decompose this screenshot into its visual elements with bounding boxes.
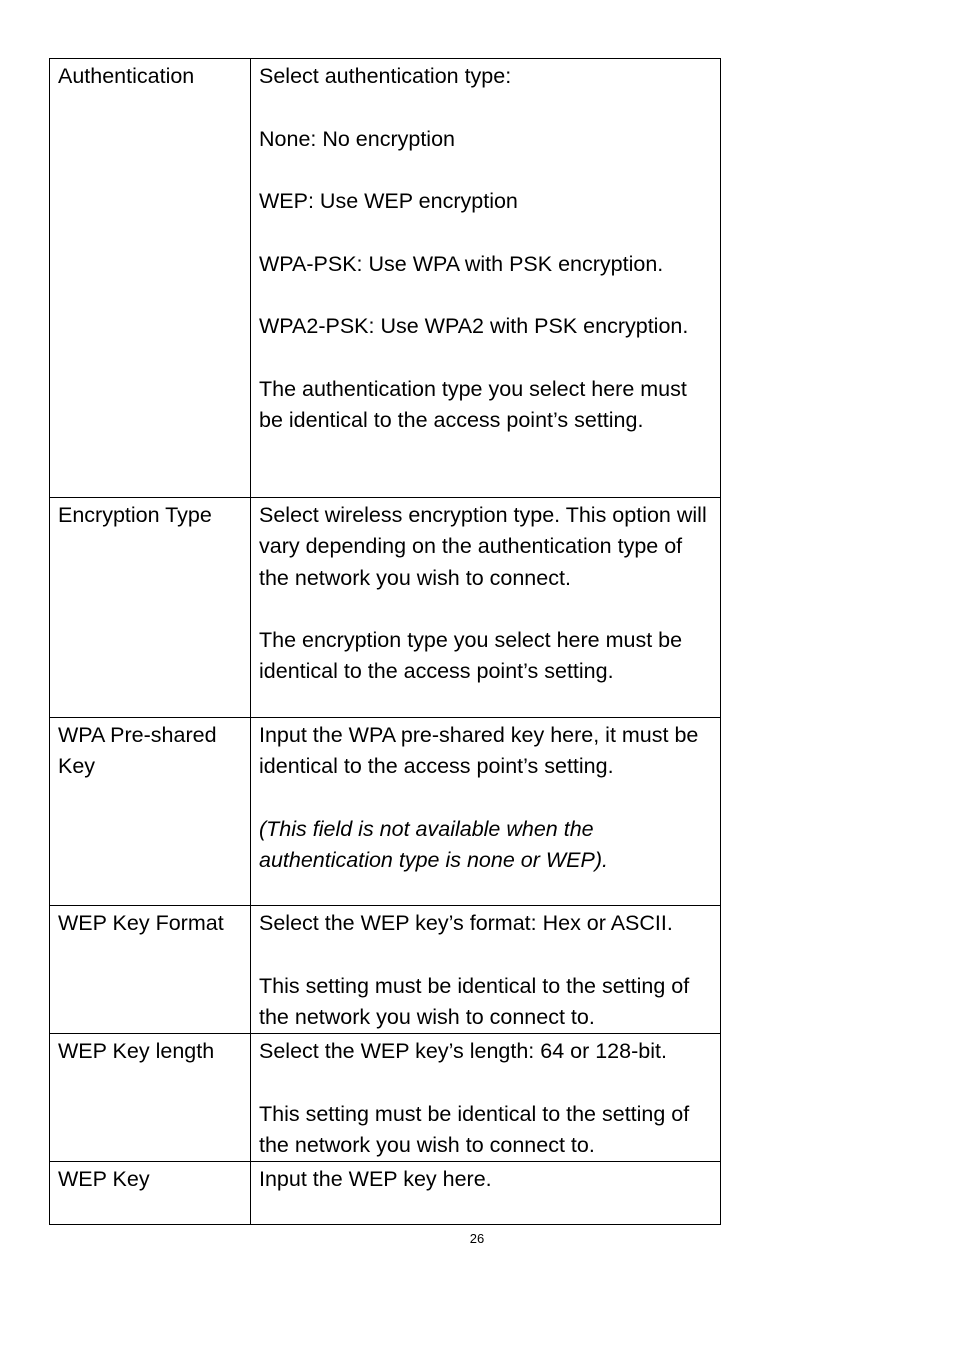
description-paragraph: This setting must be identical to the setting of the network you wish to connect to. [259, 1101, 690, 1158]
description-paragraph: Select the WEP key’s format: Hex or ASCII. [259, 911, 673, 935]
description-paragraph: Input the WEP key here. [259, 1167, 492, 1192]
description-paragraph: The encryption type you select here must be identical to the access point’s setting. [259, 628, 683, 684]
description-paragraph: This setting must be identical to the setting of the network you wish to connect to. [259, 973, 690, 1029]
setting-description [251, 906, 721, 1034]
table-row [50, 1162, 721, 1225]
setting-label: WEP Key length [50, 1034, 251, 1162]
table-row [50, 498, 721, 718]
description-paragraph: WEP: Use WEP encryption [259, 189, 518, 214]
description-paragraph: Select wireless encryption type. This option will vary depending on the authentication type of the network you wish to connect. [259, 503, 707, 590]
setting-description [251, 1162, 721, 1225]
setting-label: Encryption Type [50, 498, 251, 718]
description-paragraph: Select the WEP key’s length: 64 or 128-bit. [259, 1039, 667, 1064]
description-paragraph: WPA-PSK: Use WPA with PSK encryption. [259, 251, 664, 276]
table-row [50, 1034, 721, 1162]
description-paragraph: Select authentication type: [259, 64, 512, 88]
setting-description [251, 498, 721, 718]
description-paragraph: Input the WPA pre-shared key here, it must be identical to the access point’s setting. [259, 723, 699, 779]
settings-table [49, 58, 721, 1225]
setting-description [251, 718, 721, 906]
setting-description [251, 59, 721, 498]
description-paragraph: WPA2-PSK: Use WPA2 with PSK encryption. [259, 314, 689, 339]
setting-label: WEP Key [50, 1162, 251, 1225]
description-note: (This field is not available when the authentication type is none or WEP). [259, 816, 608, 873]
setting-label: WPA Pre-shared Key [50, 718, 251, 906]
table-row [50, 906, 721, 1034]
description-paragraph: The authentication type you select here must be identical to the access point’s setting. [259, 376, 687, 433]
table-row [50, 718, 721, 906]
setting-label: WEP Key Format [50, 906, 251, 1034]
description-paragraph: None: No encryption [259, 126, 455, 151]
setting-description [251, 1034, 721, 1162]
table-row [50, 59, 721, 498]
page-number: 26 [469, 1231, 485, 1246]
setting-label: Authentication [50, 59, 251, 498]
